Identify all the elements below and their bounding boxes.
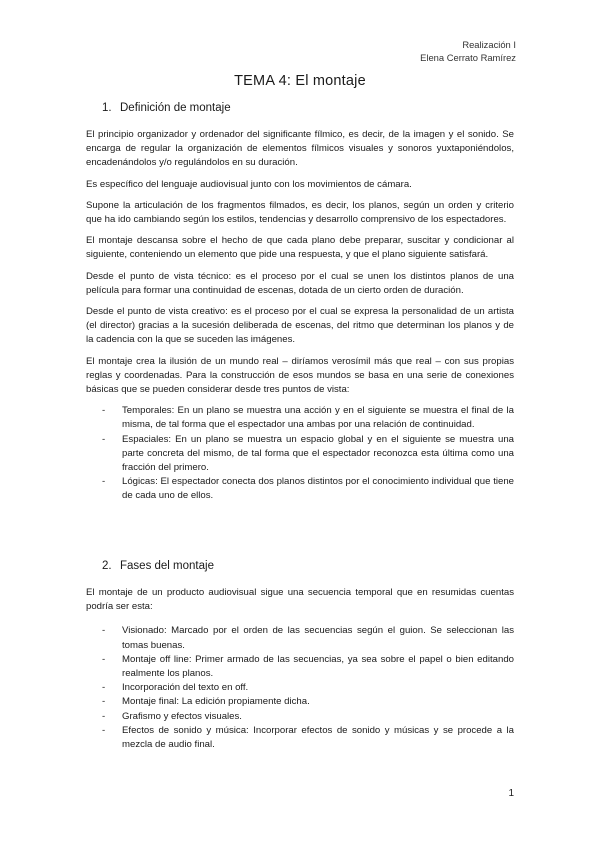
list-item xyxy=(86,624,514,652)
bullet-dash: - xyxy=(102,433,106,445)
page-number: 1 xyxy=(508,788,514,799)
list-item-text: Incorporación del texto en off. xyxy=(122,682,249,694)
list-item-text: Lógicas: El espectador conecta dos planos distintos por el conocimiento individual que tiene de cada uno de ellos. xyxy=(122,476,514,502)
list-item-text: Visionado: Marcado por el orden de las secuencias según el guion. Se seleccionan las tomas buenas. xyxy=(122,625,514,651)
list-item-text: Efectos de sonido y música: Incorporar efectos de sonido y músicas y se procede a la mezcla de audio final. xyxy=(122,724,514,751)
list-item xyxy=(86,433,514,476)
list-item xyxy=(86,475,514,503)
bullet-dash: - xyxy=(102,710,106,722)
paragraph: Es específico del lenguaje audiovisual junto con los movimientos de cámara. xyxy=(86,178,412,190)
bullet-dash: - xyxy=(102,682,106,694)
paragraph: El montaje de un producto audiovisual sigue una secuencia temporal que en resumidas cuentas podría ser esta: xyxy=(86,587,514,613)
list-item xyxy=(86,681,514,695)
list-item xyxy=(86,710,514,724)
paragraph: Desde el punto de vista creativo: es el proceso por el cual se expresa la personalidad de un artista (el director) gracias a la sucesión deliberada de escenas, del ritmo que determinan los planos y de la cadencia con la que se suceden las imágenes. xyxy=(86,306,514,346)
page-header xyxy=(420,38,516,64)
bullet-dash: - xyxy=(102,696,106,708)
bullet-dash: - xyxy=(102,476,106,488)
paragraph: Desde el punto de vista técnico: es el proceso por el cual se unen los distintos planos de una película para formar una continuidad de escenas, dotada de un cierto orden de duración. xyxy=(86,270,514,296)
bullet-list xyxy=(86,624,514,752)
section-definicion xyxy=(86,100,514,514)
document-title: TEMA 4: El montaje xyxy=(234,73,366,89)
header-course: Realización I xyxy=(462,39,516,50)
list-item xyxy=(86,724,514,752)
section-fases xyxy=(86,558,514,762)
bullet-list xyxy=(86,404,514,503)
list-item-text: Espaciales: En un plano se muestra un espacio global y en el siguiente se muestra una parte concreta del mismo, de tal forma que el espectador reconozca esta última como una fracción del primero. xyxy=(122,433,514,474)
list-item-text: Montaje final: La edición propiamente dicha. xyxy=(122,696,310,708)
section-number: 1. xyxy=(102,102,112,114)
section-heading xyxy=(102,100,514,116)
section-heading-text: Definición de montaje xyxy=(120,102,231,114)
list-item xyxy=(86,695,514,709)
bullet-dash: - xyxy=(102,405,106,417)
header-author: Elena Cerrato Ramírez xyxy=(420,52,516,63)
paragraph: El principio organizador y ordenador del significante fílmico, es decir, de la imagen y el sonido. Se encarga de regular la organización de elementos fílmicos visuales y sonoros yuxtaponiéndolos, encadenándolos y/o regulándolos en su duración. xyxy=(86,129,514,169)
bullet-dash: - xyxy=(102,724,106,736)
paragraph: El montaje crea la ilusión de un mundo real – diríamos verosímil más que real – con sus propias reglas y coordenadas. Para la construcción de esos mundos se basa en una serie de conexiones básicas que se pueden considerar desde tres puntos de vista: xyxy=(86,355,514,396)
section-number: 2. xyxy=(102,560,112,572)
paragraph: El montaje descansa sobre el hecho de que cada plano debe preparar, suscitar y condicionar al siguiente, conteniendo un elemento que pide una respuesta, y que el plano siguiente satisfará. xyxy=(86,235,514,261)
list-item-text: Montaje off line: Primer armado de las secuencias, ya sea sobre el papel o bien editando realmente los planos. xyxy=(122,653,514,680)
list-item-text: Grafismo y efectos visuales. xyxy=(122,710,242,722)
list-item xyxy=(86,404,514,432)
list-item xyxy=(86,653,514,681)
section-heading xyxy=(102,558,514,574)
section-heading-text: Fases del montaje xyxy=(120,560,214,572)
list-item-text: Temporales: En un plano se muestra una acción y en el siguiente se muestra el final de la misma, de tal forma que el espectador una ambas por una relación de continuidad. xyxy=(122,405,514,431)
paragraph: Supone la articulación de los fragmentos filmados, es decir, los planos, según un orden y criterio que ha ido cambiando según los estilos, tendencias y desarrollo comprensivo de los espectadores. xyxy=(86,199,514,226)
bullet-dash: - xyxy=(102,625,106,637)
bullet-dash: - xyxy=(102,653,106,665)
